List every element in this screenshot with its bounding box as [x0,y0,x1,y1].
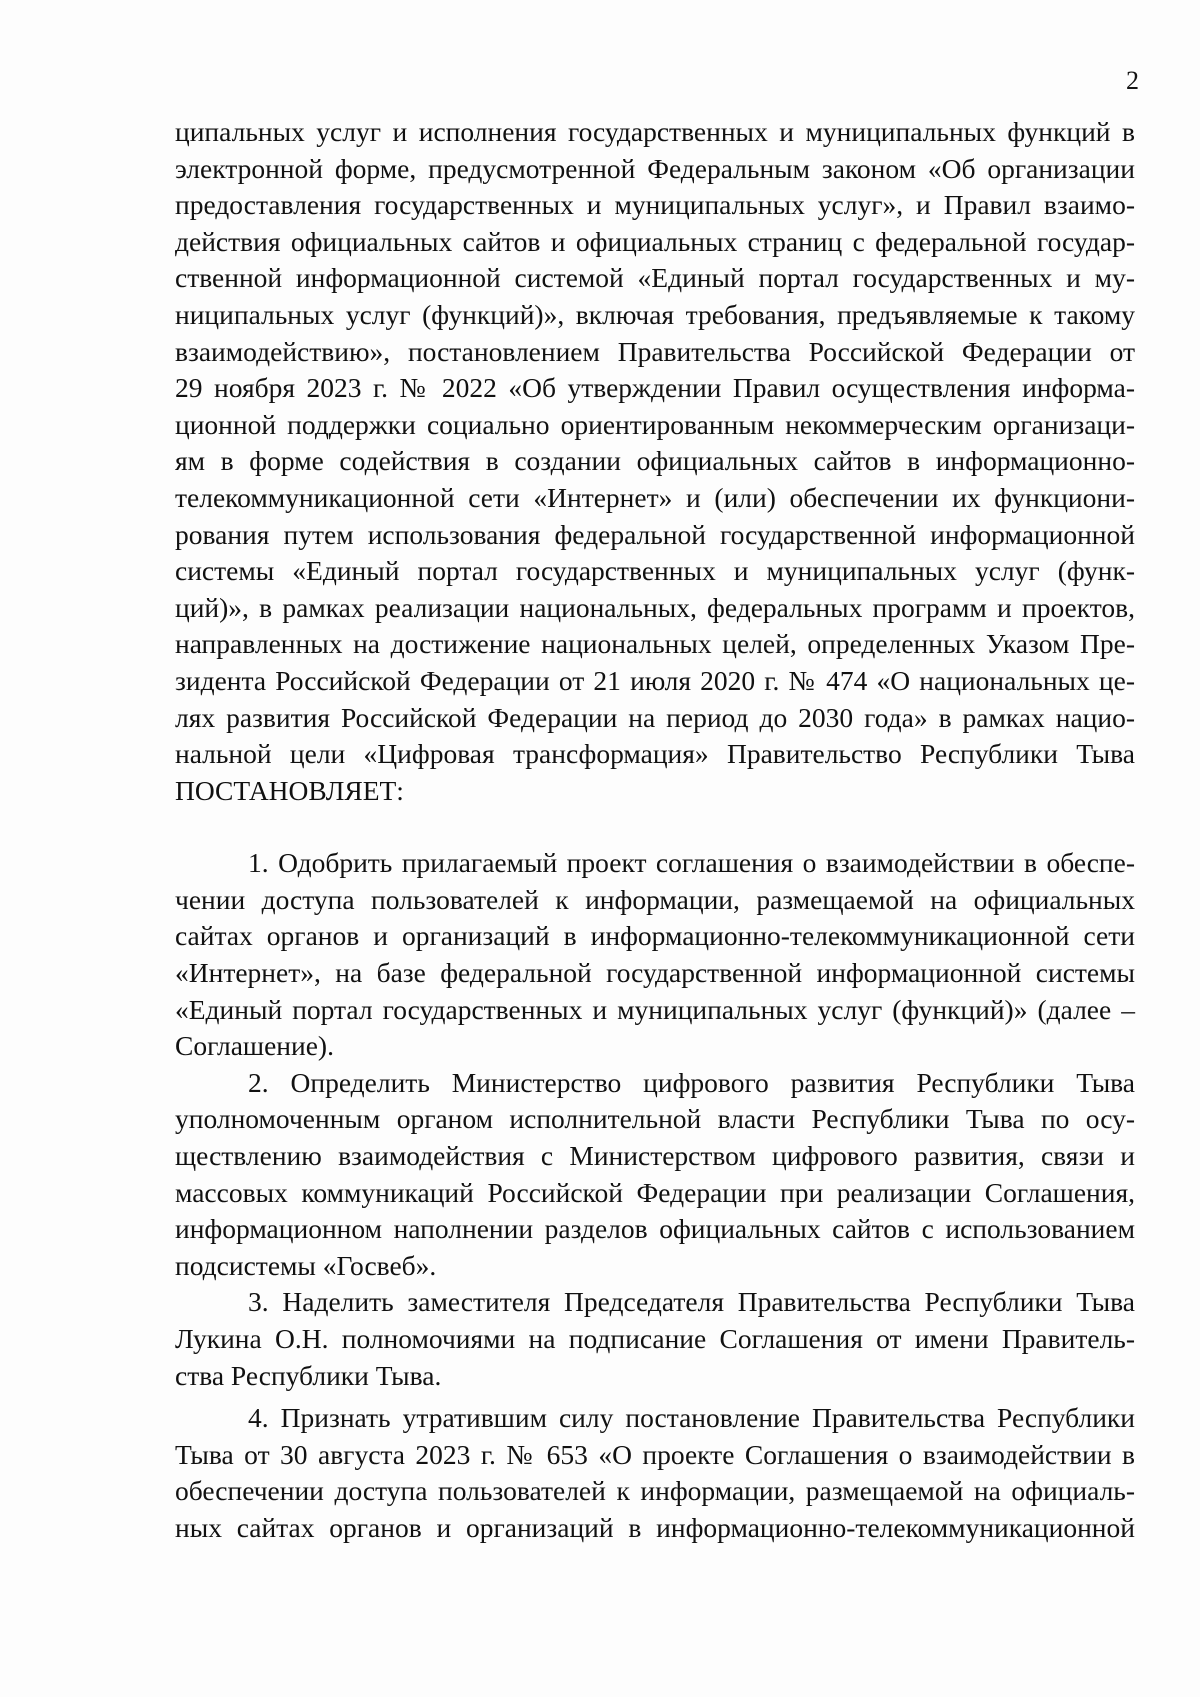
text-line: массовых коммуникаций Российской Федерации при реализации Соглашения, [175,1176,1135,1208]
text-line: сайтах органов и организаций в информационно-телекоммуникационной сети [175,920,1135,952]
text-line: ций)», в рамках реализации национальных, федеральных программ и проектов, [175,591,1135,623]
text-line: направленных на достижение национальных целей, определенных Указом Пре- [175,628,1135,660]
clause-3 [175,1284,1135,1394]
text-line: нальной цели «Цифровая трансформация» Правительство Республики Тыва [175,738,1135,770]
text-line: уполномоченным органом исполнительной власти Республики Тыва по осу- [175,1103,1135,1135]
preamble-paragraph [175,114,1135,809]
text-line: ществлению взаимодействия с Министерством цифрового развития, связи и [175,1140,1135,1172]
text-line: 4. Признать утратившим силу постановление Правительства Республики [248,1402,1135,1434]
text-line: обеспечении доступа пользователей к информации, размещаемой на официаль- [175,1475,1135,1507]
text-line: ственной информационной системой «Единый портал государственных и му- [175,262,1135,294]
text-line: ства Республики Тыва. [175,1359,442,1391]
text-line: Лукина О.Н. полномочиями на подписание Соглашения от имени Правитель- [175,1323,1135,1354]
page-number: 2 [1126,66,1139,95]
text-line: системы «Единый портал государственных и муниципальных услуг (функ- [175,555,1135,587]
resolution-word: ПОСТАНОВЛЯЕТ: [175,774,404,806]
text-line: лях развития Российской Федерации на период до 2030 года» в рамках нацио- [175,701,1135,733]
text-line: 1. Одобрить прилагаемый проект соглашения о взаимодействии в обеспе- [248,847,1135,879]
text-line: ниципальных услуг (функций)», включая требования, предъявляемые к такому [175,298,1135,330]
text-line: рования путем использования федеральной государственной информационной [175,518,1135,550]
clause-2 [175,1065,1135,1285]
text-line: подсистемы «Госвеб». [175,1249,437,1281]
text-line: 3. Наделить заместителя Председателя Правительства Республики Тыва [248,1286,1135,1318]
text-line: ципальных услуг и исполнения государственных и муниципальных функций в [175,116,1135,147]
clause-4 [175,1400,1135,1546]
text-line: электронной форме, предусмотренной Федеральным законом «Об организации [175,152,1135,184]
text-line: 2. Определить Министерство цифрового развития Республики Тыва [248,1066,1135,1098]
clause-1 [175,845,1135,1065]
text-line: телекоммуникационной сети «Интернет» и (или) обеспечении их функциони- [175,481,1135,513]
text-line: чении доступа пользователей к информации, размещаемой на официальных [175,883,1135,915]
text-line: действия официальных сайтов и официальных страниц с федеральной государ- [175,225,1135,257]
text-line: «Интернет», на базе федеральной государственной информационной системы [175,957,1135,989]
text-line: 29 ноября 2023 г. № 2022 «Об утверждении Правил осуществления информа- [175,372,1135,404]
text-line: Соглашение). [175,1030,334,1062]
document-body [175,114,1135,1547]
text-line: «Единый портал государственных и муниципальных услуг (функций)» (далее – [175,993,1135,1025]
text-line: взаимодействию», постановлением Правительства Российской Федерации от [175,335,1135,367]
text-line: Тыва от 30 августа 2023 г. № 653 «О проекте Соглашения о взаимодействии в [175,1438,1135,1470]
text-line: информационном наполнении разделов официальных сайтов с использованием [175,1213,1135,1245]
text-line: предоставления государственных и муниципальных услуг», и Правил взаимо- [175,189,1135,221]
text-line: зидента Российской Федерации от 21 июля 2020 г. № 474 «О национальных це- [175,664,1135,696]
text-line: ных сайтах органов и организаций в информационно-телекоммуникационной [175,1511,1135,1543]
text-line: ционной поддержки социально ориентированным некоммерческим организаци- [175,408,1135,440]
text-line: ям в форме содействия в создании официальных сайтов в информационно- [175,445,1135,477]
